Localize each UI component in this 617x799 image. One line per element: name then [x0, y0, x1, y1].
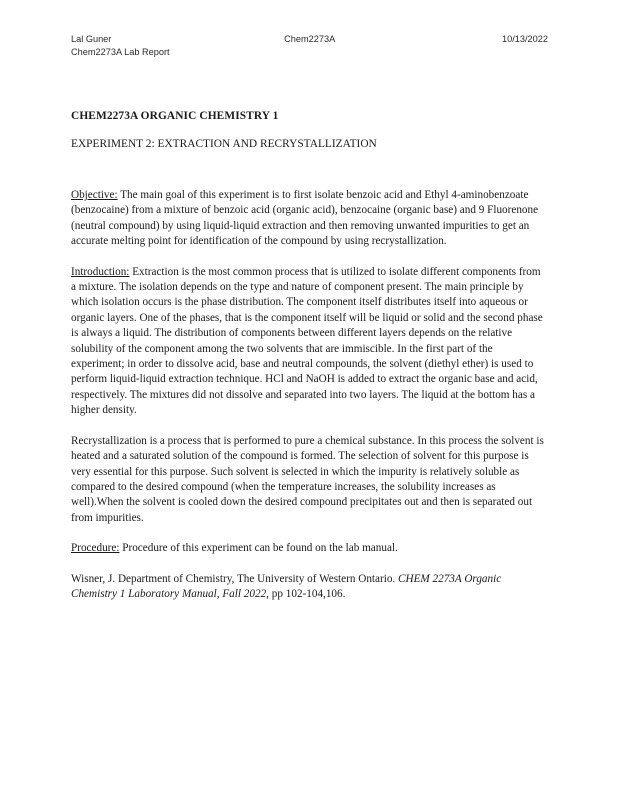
header-author: Lal Guner: [71, 34, 112, 44]
procedure-paragraph: [71, 541, 548, 556]
objective-text: The main goal of this experiment is to first isolate benzoic acid and Ethyl 4-aminobenzoate (benzocaine) from a mixture of benzoic acid (organic acid), benzocaine (organic base) and 9 Fluorenone (neutral compound) by using liquid-liquid extraction and then removing unwanted impurities to get an accurate melting point for identification of the compound by using recrystallization.: [71, 189, 539, 248]
introduction-paragraph-1: [71, 265, 548, 419]
objective-paragraph: [71, 188, 548, 250]
reference-part-1: Wisner, J. Department of Chemistry, The University of Western Ontario.: [71, 572, 399, 585]
introduction-paragraph-2: Recrystallization is a process that is performed to pure a chemical substance. In this process the solvent is heated and a saturated solution of the compound is formed. The selection of solvent for this purpose is very essential for this purpose. Such solvent is selected in which the impurity is relatively soluble as compared to the desired compound (when the temperature increases, the solubility increases as well).When the solvent is cooled down the desired compound precipitates out and then is separated out from impurities.: [71, 434, 544, 524]
reference-italic-title: CHEM 2273A Organic Chemistry 1 Laboratory Manual, Fall 2022: [71, 572, 502, 600]
reference-citation: [71, 572, 548, 603]
introduction-label: Introduction:: [71, 265, 130, 278]
page-subtitle: EXPERIMENT 2: EXTRACTION AND RECRYSTALLIZATION: [71, 138, 377, 150]
header-date: 10/13/2022: [502, 34, 548, 44]
reference-part-2: , pp 102-104,106.: [266, 587, 346, 600]
header-top-row: [71, 33, 548, 46]
objective-label: Objective:: [71, 189, 118, 201]
introduction-text-1: Extraction is the most common process that is utilized to isolate different components from a mixture. The isolation depends on the type and nature of component present. The main principle by which isolation occurs is the phase distribution. The component itself distributes itself into aqueous or organic layers. One of the phases, that is the component itself will be liquid or solid and the second phase is always a liquid. The distribution of components between different layers depends on the relative solubility of the component among the two solvents that are immiscible. In the first part of the experiment; in order to dissolve acid, base and neutral compounds, the solvent (diethyl ether) is used to perform liquid-liquid extraction technique. HCl and NaOH is added to extract the organic base and acid, respectively. The mixtures did not dissolve and separated into two layers. The liquid at the bottom has a higher density.: [71, 265, 543, 417]
page-title: CHEM2273A ORGANIC CHEMISTRY 1: [71, 110, 279, 122]
running-header: [71, 33, 548, 59]
procedure-label: Procedure:: [71, 542, 120, 555]
procedure-text: Procedure of this experiment can be found on the lab manual.: [119, 542, 398, 555]
document-body: [71, 108, 548, 617]
header-course-code: Chem2273A: [284, 34, 336, 44]
header-subline: Chem2273A Lab Report: [71, 47, 170, 58]
